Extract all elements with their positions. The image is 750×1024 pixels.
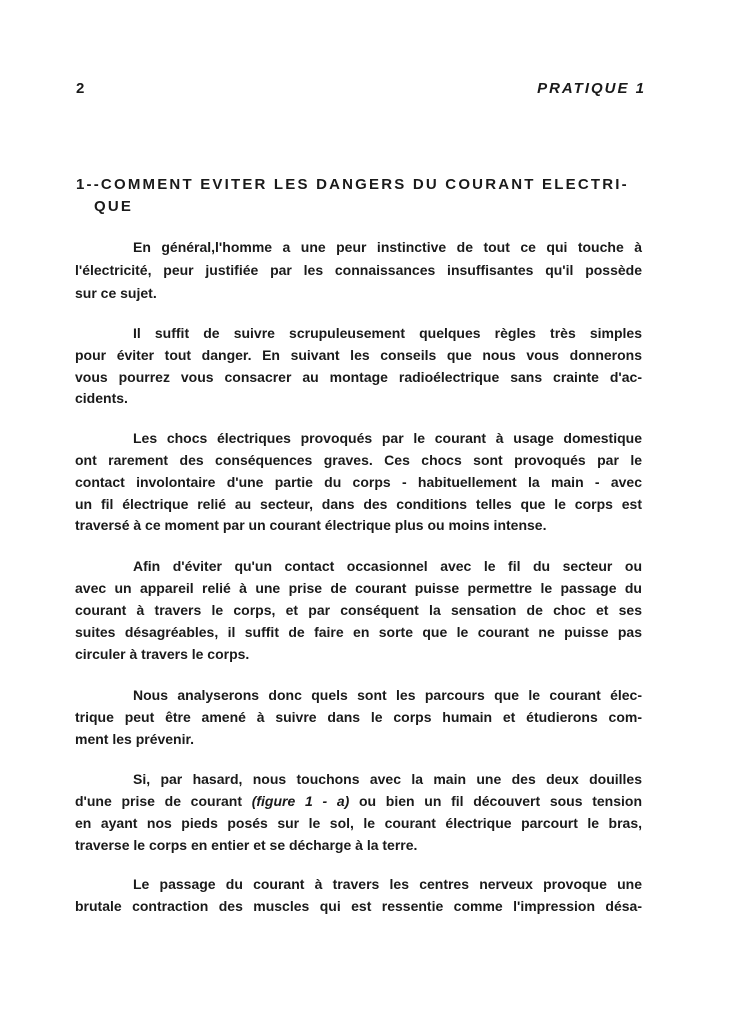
paragraph-6-line: en ayant nos pieds posés sur le sol, le courant électrique parcourt le bras,	[75, 815, 642, 831]
paragraph-1-line: sur ce sujet.	[75, 285, 157, 301]
running-title: PRATIQUE 1	[537, 80, 646, 97]
paragraph-6-line: traverse le corps en entier et se décharge à la terre.	[75, 837, 418, 853]
paragraph-2-line: cidents.	[75, 390, 128, 406]
paragraph-3-line: ont rarement des conséquences graves. Ces chocs sont provoqués par le	[75, 452, 642, 468]
paragraph-6-text: d'une prise de courant	[75, 793, 243, 809]
paragraph-4-line: avec un appareil relié à une prise de courant puisse permettre le passage du	[75, 580, 642, 596]
paragraph-1-line: En général,l'homme a une peur instinctive de tout ce qui touche à	[133, 239, 642, 255]
paragraph-3-line: contact involontaire d'une partie du corps - habituellement la main - avec	[75, 474, 642, 490]
paragraph-5-line: trique peut être amené à suivre dans le corps humain et étudierons com-	[75, 709, 642, 725]
paragraph-2-line: pour éviter tout danger. En suivant les conseils que nous vous donnerons	[75, 347, 642, 363]
paragraph-3-line: traversé à ce moment par un courant électrique plus ou moins intense.	[75, 517, 547, 533]
paragraph-7-line: brutale contraction des muscles qui est ressentie comme l'impression désa-	[75, 898, 642, 914]
page-number: 2	[76, 80, 85, 97]
paragraph-3-line: un fil électrique relié au secteur, dans des conditions telles que le corps est	[75, 496, 642, 512]
paragraph-6-line-with-figure-ref	[75, 790, 642, 812]
paragraph-2-line: vous pourrez vous consacrer au montage radioélectrique sans crainte d'ac-	[75, 369, 642, 385]
section-title-line-2: QUE	[94, 198, 134, 215]
paragraph-6-text: ou bien un fil découvert sous tension	[358, 793, 642, 809]
paragraph-4-line: Afin d'éviter qu'un contact occasionnel avec le fil du secteur ou	[133, 558, 642, 574]
paragraph-6-line: Si, par hasard, nous touchons avec la main une des deux douilles	[133, 771, 642, 787]
paragraph-4-line: suites désagréables, il suffit de faire en sorte que le courant ne puisse pas	[75, 624, 642, 640]
paragraph-4-line: circuler à travers le corps.	[75, 646, 250, 662]
paragraph-7-line: Le passage du courant à travers les centres nerveux provoque une	[133, 876, 642, 892]
paragraph-3-line: Les chocs électriques provoqués par le courant à usage domestique	[133, 430, 642, 446]
section-title-line-1: 1--COMMENT EVITER LES DANGERS DU COURANT ELECTRI-	[76, 176, 629, 193]
paragraph-2-line: Il suffit de suivre scrupuleusement quelques règles très simples	[133, 325, 642, 341]
paragraph-5-line: Nous analyserons donc quels sont les parcours que le courant élec-	[133, 687, 642, 703]
figure-reference: (figure 1 - a)	[251, 793, 350, 809]
paragraph-1-line: l'électricité, peur justifiée par les connaissances insuffisantes qu'il possède	[75, 262, 642, 278]
paragraph-4-line: courant à travers le corps, et par conséquent la sensation de choc et ses	[75, 602, 642, 618]
paragraph-5-line: ment les prévenir.	[75, 731, 195, 747]
